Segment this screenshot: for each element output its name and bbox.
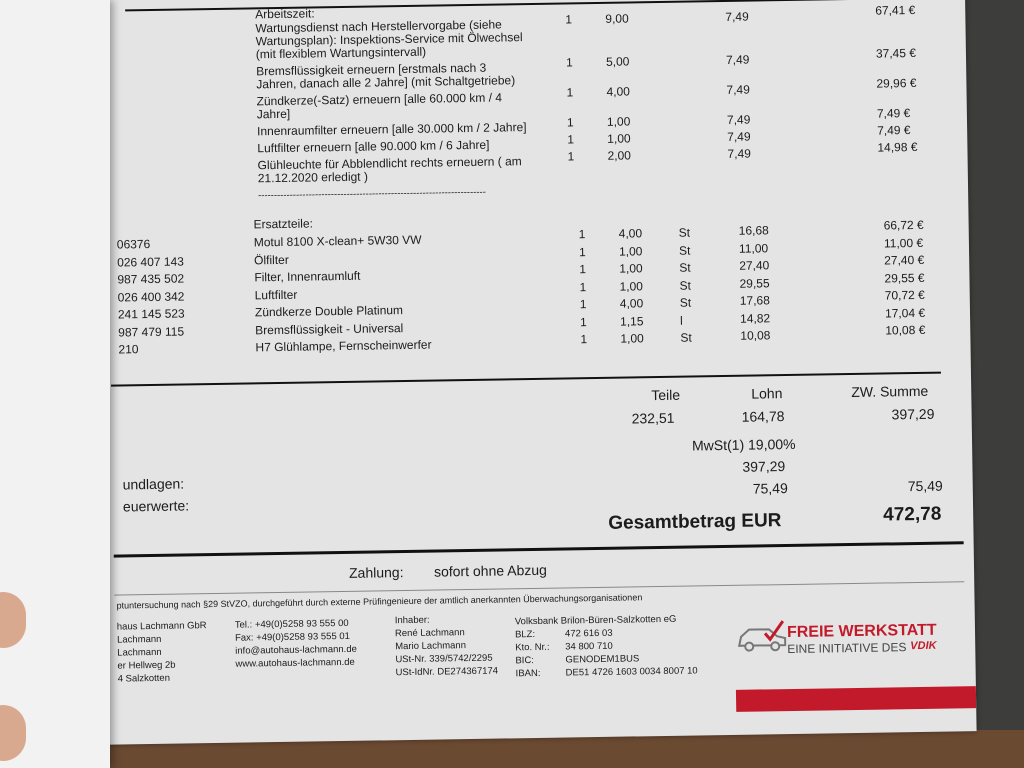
part-number: 026 407 143 — [117, 253, 184, 270]
top-rule — [125, 0, 955, 11]
work-item-hours: 1,00 — [606, 114, 631, 129]
contact-line: info@autohaus-lachmann.de — [235, 643, 357, 657]
work-item-sum: 7,49 € — [876, 106, 911, 121]
bank-label: BIC: — [515, 655, 535, 667]
part-unit: St — [678, 225, 691, 240]
logo-freie-werkstatt: FREIE WERKSTATT — [786, 621, 937, 642]
work-item-rate: 7,49 — [727, 129, 751, 144]
part-number: 210 — [118, 342, 139, 357]
invoice-page — [85, 0, 977, 745]
mwst-label: MwSt(1) 19,00% — [691, 435, 796, 454]
work-item-hours: 5,00 — [605, 54, 630, 69]
work-item-hours: 4,00 — [606, 84, 630, 99]
part-number: 241 145 523 — [117, 306, 185, 322]
contact-line: www.autohaus-lachmann.de — [235, 656, 355, 670]
previous-page — [0, 0, 110, 768]
grundlagen-label: undlagen: — [122, 475, 185, 493]
part-desc: Zündkerze Double Platinum — [254, 303, 404, 320]
part-price: 14,82 — [739, 310, 771, 326]
steuerwerte-value-2: 75,49 — [907, 477, 943, 495]
work-separator: ------------------------------------------------------------------------ — [258, 186, 486, 202]
part-number: 06376 — [116, 237, 151, 252]
part-price: 11,00 — [738, 240, 769, 256]
part-desc: Filter, Innenraumluft — [254, 268, 361, 285]
work-item-sum: 29,96 € — [876, 75, 917, 91]
part-price: 17,68 — [739, 293, 770, 308]
work-item-no: 1 — [566, 85, 574, 100]
part-sum: 70,72 € — [884, 287, 925, 303]
part-desc: Bremsflüssigkeit - Universal — [255, 320, 404, 337]
part-qty: 4,00 — [618, 226, 643, 241]
work-item-desc: Bremsflüssigkeit erneuern [erstmals nach 3 — [256, 60, 487, 79]
part-unit: St — [680, 330, 692, 345]
logo-vdik-badge: VDIK — [910, 639, 937, 653]
part-number: 987 435 502 — [117, 271, 185, 287]
work-item-desc: Jahre] — [256, 106, 291, 122]
totals-rule — [111, 372, 941, 387]
part-no: 1 — [578, 244, 586, 259]
part-unit: St — [679, 260, 691, 275]
logo-initiative: EINE INITIATIVE DES — [787, 640, 907, 657]
footer-bank-name: Volksbank Brilon-Büren-Salzkotten eG — [514, 613, 677, 628]
gesamtbetrag-label: Gesamtbetrag EUR — [608, 510, 782, 534]
company-line: 4 Salzkotten — [117, 672, 171, 685]
work-item-desc: Glühleuchte für Abblendlicht rechts erneuern ( am — [257, 154, 522, 173]
zw-summe-value: 397,29 — [891, 405, 935, 423]
bank-value: 472 616 03 — [564, 627, 613, 640]
part-desc: H7 Glühlampe, Fernscheinwerfer — [255, 337, 432, 355]
gesamtbetrag-value: 472,78 — [883, 503, 942, 526]
part-desc: Luftfilter — [254, 287, 298, 302]
part-no: 1 — [579, 262, 587, 277]
part-no: 1 — [579, 297, 587, 312]
part-number: 026 400 342 — [117, 288, 185, 305]
part-sum: 27,40 € — [884, 252, 925, 268]
work-item-hours: 1,00 — [607, 131, 631, 146]
bank-label: Kto. Nr.: — [515, 641, 550, 654]
part-desc: Ölfilter — [253, 252, 289, 267]
bank-label: IBAN: — [515, 667, 541, 680]
payment-value: sofort ohne Abzug — [433, 561, 548, 580]
bank-value: GENODEM1BUS — [565, 653, 640, 666]
bank-value: DE51 4726 1603 0034 8007 10 — [565, 665, 698, 679]
part-number: 987 479 115 — [118, 323, 185, 340]
work-item-rate: 7,49 — [726, 112, 751, 127]
part-qty: 1,15 — [620, 313, 644, 329]
lohn-label: Lohn — [751, 385, 783, 402]
part-no: 1 — [578, 227, 586, 242]
company-line: er Hellweg 2b — [117, 659, 176, 672]
part-qty: 4,00 — [619, 296, 644, 311]
part-no: 1 — [580, 332, 588, 347]
steuerwerte-value: 75,49 — [752, 480, 788, 497]
owner-line: René Lachmann — [394, 627, 465, 640]
part-sum: 17,04 € — [884, 305, 926, 320]
footer-red-bar — [736, 686, 976, 712]
company-line: Lachmann — [116, 633, 162, 646]
part-unit: l — [679, 313, 683, 328]
work-item-desc: Wartungsdienst nach Herstellervorgabe (siehe — [255, 17, 502, 36]
company-line: Lachmann — [117, 646, 162, 659]
part-sum: 29,55 € — [884, 270, 925, 285]
work-item-desc: Wartungsplan): Inspektions-Service mit Ölwechsel — [255, 30, 523, 49]
part-price: 27,40 — [739, 258, 770, 273]
work-item-no: 1 — [567, 132, 575, 147]
part-sum: 66,72 € — [883, 217, 924, 233]
part-qty: 1,00 — [618, 243, 643, 259]
company-line: haus Lachmann GbR — [116, 620, 207, 633]
work-item-sum: 7,49 € — [877, 123, 911, 138]
work-item-no: 1 — [567, 149, 575, 164]
bank-label: BLZ: — [514, 629, 536, 641]
work-item-hours: 9,00 — [605, 11, 629, 26]
part-unit: St — [679, 295, 692, 310]
work-item-sum: 67,41 € — [875, 2, 916, 18]
owner-line: Mario Lachmann — [395, 640, 467, 653]
work-item-sum: 37,45 € — [875, 45, 917, 61]
grundlagen-value: 397,29 — [742, 458, 786, 475]
work-item-desc: Jahren, danach alle 2 Jahre] (mit Schaltgetriebe) — [256, 73, 516, 92]
part-unit: St — [678, 243, 691, 258]
part-sum: 10,08 € — [885, 322, 926, 338]
zw-summe-label: ZW. Summe — [851, 382, 929, 401]
bank-value: 34 800 710 — [565, 640, 613, 653]
work-item-no: 1 — [565, 12, 573, 27]
payment-label: Zahlung: — [348, 564, 404, 581]
footer-note: ptuntersuchung nach §29 StVZO, durchgeführt durch externe Prüfingenieure der amtlich anerkannten Überwachungsorganisationen — [116, 592, 643, 611]
part-qty: 1,00 — [620, 331, 644, 346]
work-item-rate: 7,49 — [725, 9, 749, 24]
contact-line: Tel.: +49(0)5258 93 555 00 — [234, 617, 349, 631]
contact-line: Fax: +49(0)5258 93 555 01 — [234, 630, 351, 644]
work-item-rate: 7,49 — [727, 146, 751, 161]
work-item-rate: 7,49 — [725, 52, 750, 67]
lohn-value: 164,78 — [741, 408, 785, 425]
part-price: 29,55 — [739, 275, 770, 291]
owner-line: USt-IdNr. DE274367174 — [395, 665, 499, 679]
teile-value: 232,51 — [631, 409, 675, 427]
work-item-desc: Zündkerze(-Satz) erneuern [alle 60.000 km / 4 — [256, 90, 503, 109]
work-item-desc: (mit flexiblem Wartungsintervall) — [255, 44, 427, 62]
part-desc: Motul 8100 X-clean+ 5W30 VW — [253, 232, 422, 250]
part-price: 10,08 — [740, 328, 771, 343]
work-item-rate: 7,49 — [726, 82, 750, 97]
part-qty: 1,00 — [619, 261, 643, 276]
work-item-desc: Innenraumfilter erneuern [alle 30.000 km / 2 Jahre] — [256, 120, 527, 139]
work-item-desc: Luftfilter erneuern [alle 90.000 km / 6 Jahre] — [257, 137, 490, 156]
parts-header: Ersatzteile: — [253, 216, 314, 232]
part-qty: 1,00 — [619, 278, 644, 294]
gesamt-rule — [114, 541, 964, 557]
car-check-icon — [735, 619, 791, 654]
work-item-sum: 14,98 € — [877, 139, 918, 155]
teile-label: Teile — [651, 386, 681, 404]
part-sum: 11,00 € — [883, 235, 924, 250]
part-price: 16,68 — [738, 223, 769, 238]
owner-line: Inhaber: — [394, 614, 430, 627]
work-header: Arbeitszeit: — [255, 6, 315, 22]
work-item-no: 1 — [566, 115, 574, 130]
part-no: 1 — [579, 279, 587, 294]
owner-line: USt-Nr. 339/5742/2295 — [395, 652, 493, 666]
work-item-no: 1 — [565, 55, 573, 70]
steuerwerte-label: euerwerte: — [122, 497, 190, 515]
work-item-desc: 21.12.2020 erledigt ) — [257, 169, 369, 186]
part-no: 1 — [580, 314, 587, 329]
part-unit: St — [679, 278, 692, 293]
work-item-hours: 2,00 — [607, 148, 631, 163]
